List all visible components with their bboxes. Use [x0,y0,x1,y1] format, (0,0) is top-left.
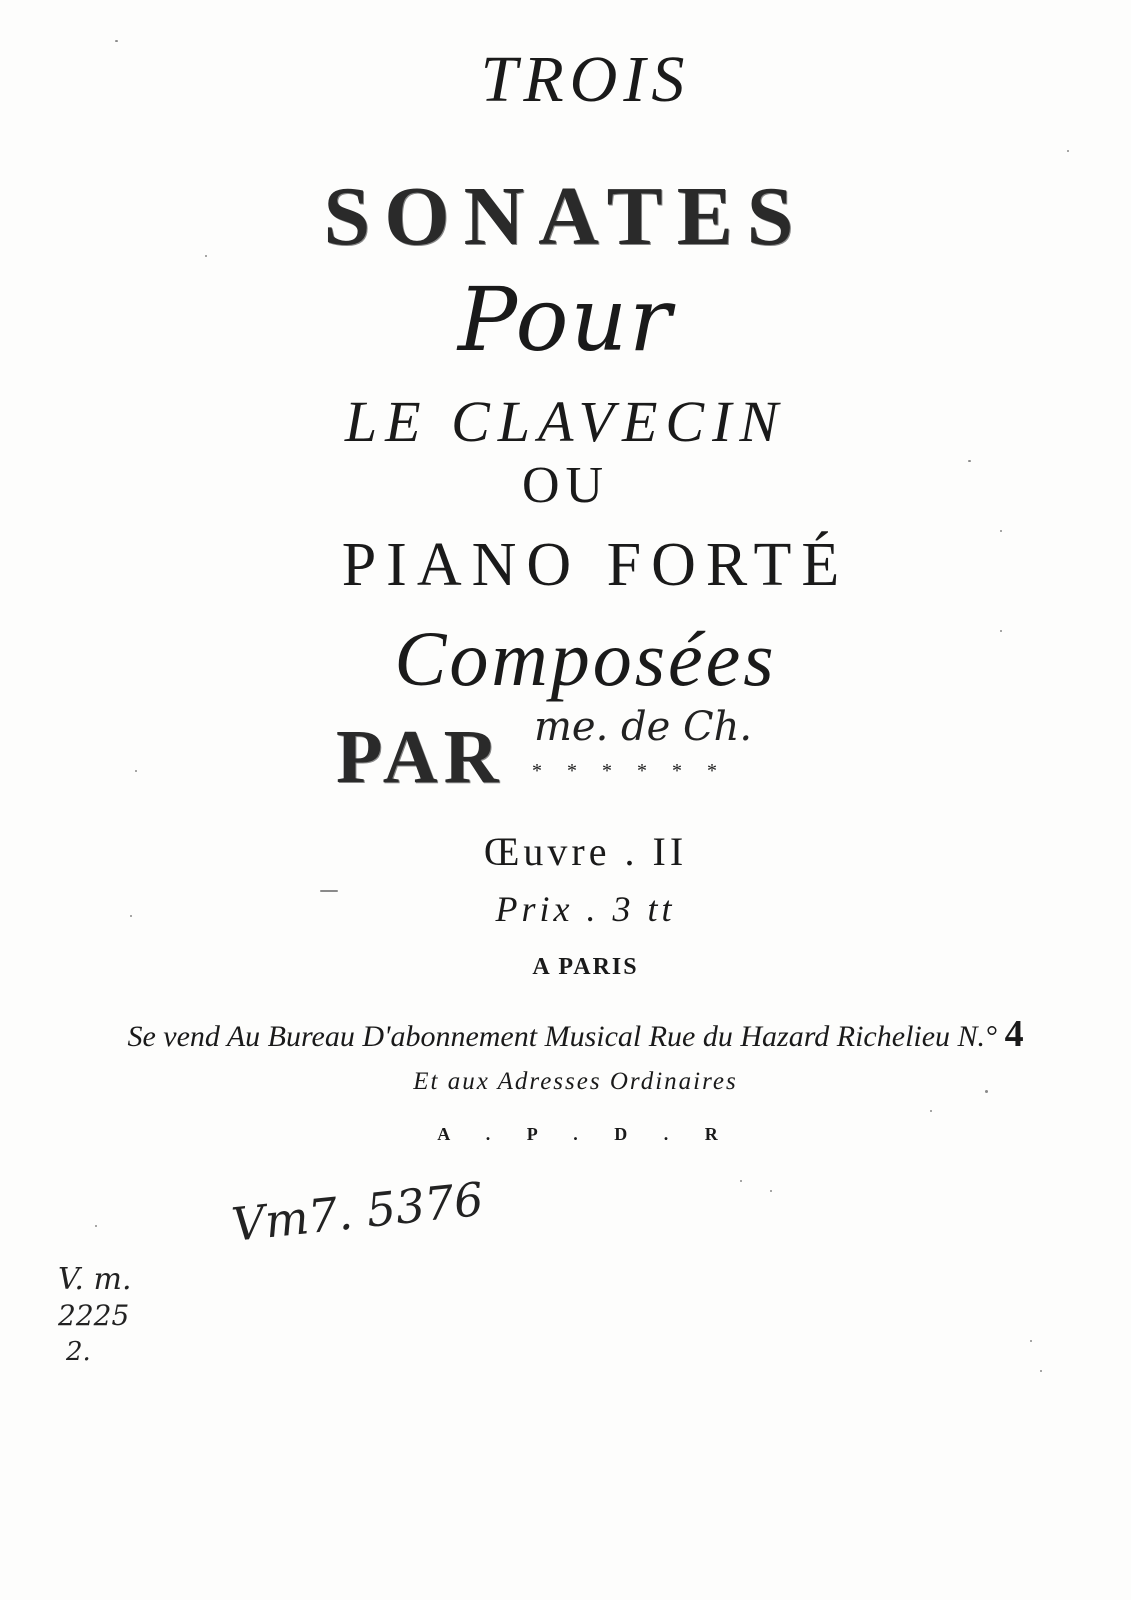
title-clavecin: LE CLAVECIN [344,389,787,454]
paper-speck [130,915,132,917]
publisher-address-number: 4 [1004,1013,1024,1055]
title-sonates: SONATES [323,170,808,263]
paper-speck [1000,530,1002,532]
paper-speck [1000,630,1002,632]
publisher-address [0,1012,1131,1056]
publisher-other-addresses: Et aux Adresses Ordinaires [413,1068,738,1095]
paper-speck [740,1180,742,1182]
price: Prix . 3 tt [495,889,676,929]
title-ou: OU [521,457,610,514]
opus-number: Œuvre . II [483,829,688,874]
paper-speck [1067,150,1069,152]
paper-speck [115,40,118,42]
paper-speck [930,1110,932,1112]
publisher-address-text: Se vend Au Bureau D'abonnement Musical Rue du Hazard Richelieu N.° [127,1020,998,1053]
title-trois: TROIS [480,43,691,116]
paper-speck [205,255,207,257]
paper-speck [1030,1340,1032,1342]
cote-line-2: 2225 [58,1299,130,1332]
paper-speck [95,1225,97,1227]
paper-speck [320,890,338,892]
paper-speck [1040,1370,1042,1372]
paper-speck [985,1090,988,1093]
library-shelfmark: Vm7. 5376 [229,1171,486,1252]
attribution-stars: * * * * * * [532,760,727,782]
publisher-city: A PARIS [532,954,639,980]
library-cote [58,1262,131,1370]
paper-speck [968,460,971,462]
title-piano-forte: PIANO FORTÉ [341,531,850,599]
title-composees: Composées [394,615,777,702]
paper-speck [770,1190,772,1192]
royal-privilege: A . P . D . R [437,1124,734,1144]
attribution-par: PAR [336,715,505,799]
paper-speck [135,770,137,772]
cote-line-3: 2. [66,1337,91,1367]
cote-line-1: V. m. [58,1262,132,1297]
attribution-handwritten: me. de Ch. [534,704,753,750]
title-pour: Pour [457,268,674,371]
